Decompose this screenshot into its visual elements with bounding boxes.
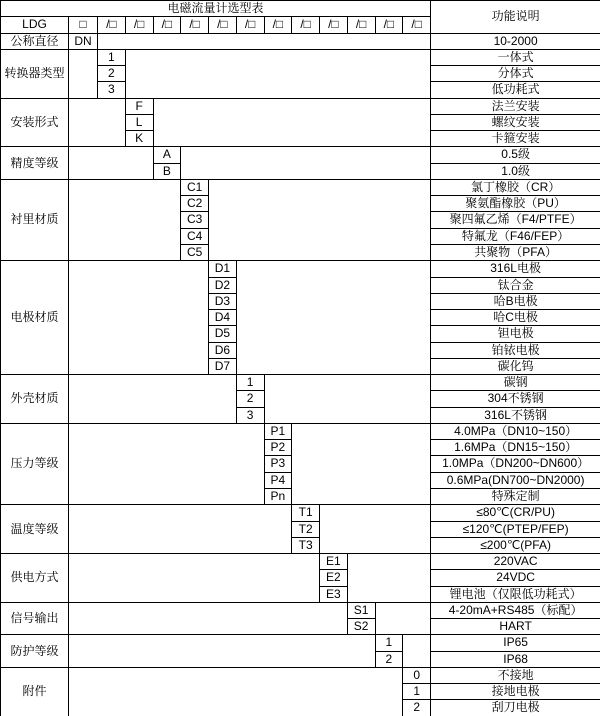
function-description: 低功耗式 (431, 82, 600, 98)
code-box-placeholder: /□ (209, 17, 237, 33)
code-box-placeholder: /□ (264, 17, 292, 33)
gap-left (69, 147, 154, 180)
gap-right (292, 423, 431, 504)
function-description: HART (431, 619, 600, 635)
function-description: IP68 (431, 651, 600, 667)
code-cell: T1 (292, 505, 320, 521)
code-cell: 1 (98, 49, 126, 65)
code-cell: 1 (375, 635, 403, 651)
code-cell: C1 (181, 179, 209, 195)
function-description: 哈B电极 (431, 293, 600, 309)
gap-left (69, 554, 320, 603)
function-description: 0.5级 (431, 147, 600, 163)
table-row (1, 505, 600, 521)
table-row (1, 49, 600, 65)
section-label: 外壳材质 (1, 375, 69, 424)
function-description: 特氟龙（F46/FEP） (431, 228, 600, 244)
gap-right (98, 33, 431, 49)
table-row (1, 98, 600, 114)
gap-left (69, 49, 98, 98)
function-description: 一体式 (431, 49, 600, 65)
section-label: 电极材质 (1, 261, 69, 375)
section-label: 公称直径 (1, 33, 69, 49)
model-prefix-label: LDG (1, 17, 69, 33)
section-label: 衬里材质 (1, 179, 69, 260)
code-cell: E3 (320, 586, 348, 602)
code-cell: C2 (181, 196, 209, 212)
code-cell: E1 (320, 554, 348, 570)
code-cell: 3 (98, 82, 126, 98)
code-cell: P4 (264, 472, 292, 488)
gap-left (69, 635, 376, 668)
table-row (1, 635, 600, 651)
section-label: 信号输出 (1, 602, 69, 635)
code-cell: 1 (236, 375, 264, 391)
function-description: 铂铱电极 (431, 342, 600, 358)
table-row (1, 667, 600, 683)
code-cell: F (125, 98, 153, 114)
section-label: 压力等级 (1, 423, 69, 504)
gap-right (264, 375, 431, 424)
code-cell: 0 (403, 667, 431, 683)
function-description: 304不锈钢 (431, 391, 600, 407)
code-cell: K (125, 131, 153, 147)
gap-right (153, 98, 431, 147)
function-description: 不接地 (431, 667, 600, 683)
gap-right (181, 147, 431, 180)
function-description: IP65 (431, 635, 600, 651)
function-description: 法兰安装 (431, 98, 600, 114)
gap-right (125, 49, 430, 98)
function-description: 1.6MPa（DN15~150） (431, 440, 600, 456)
function-description: ≤80℃(CR/PU) (431, 505, 600, 521)
table-row (1, 147, 600, 163)
code-cell: Pn (264, 488, 292, 504)
function-description: 钛合金 (431, 277, 600, 293)
code-box-placeholder: /□ (347, 17, 375, 33)
table-row (1, 423, 600, 439)
code-cell: T2 (292, 521, 320, 537)
function-description: 特殊定制 (431, 488, 600, 504)
code-box-placeholder: /□ (292, 17, 320, 33)
function-description: 锂电池（仅限低功耗式） (431, 586, 600, 602)
gap-right (209, 179, 431, 260)
code-cell: P2 (264, 440, 292, 456)
table-row (1, 554, 600, 570)
function-description: 0.6MPa(DN700~DN2000) (431, 472, 600, 488)
code-box-placeholder: /□ (153, 17, 181, 33)
table-title: 电磁流量计选型表 (1, 1, 431, 17)
section-label: 供电方式 (1, 554, 69, 603)
gap-right (320, 505, 431, 554)
table-row (1, 261, 600, 277)
section-label: 安装形式 (1, 98, 69, 147)
code-cell: D4 (209, 310, 237, 326)
function-description: 1.0MPa（DN200~DN600） (431, 456, 600, 472)
function-description: 316L不锈钢 (431, 407, 600, 423)
function-description: ≤200℃(PFA) (431, 537, 600, 553)
code-cell: DN (69, 33, 98, 49)
function-column-header: 功能说明 (431, 1, 600, 34)
function-description: 碳钢 (431, 375, 600, 391)
code-cell: 1 (403, 684, 431, 700)
code-cell: T3 (292, 537, 320, 553)
function-description: 聚四氟乙烯（F4/PTFE） (431, 212, 600, 228)
code-cell: D7 (209, 358, 237, 374)
code-cell: C5 (181, 244, 209, 260)
table-row (1, 375, 600, 391)
function-description: 4-20mA+RS485（标配） (431, 602, 600, 618)
gap-left (69, 261, 209, 375)
gap-left (69, 602, 348, 635)
code-cell: P3 (264, 456, 292, 472)
code-cell: 2 (375, 651, 403, 667)
function-description: 1.0级 (431, 163, 600, 179)
gap-right (375, 602, 431, 635)
code-box-placeholder: □ (69, 17, 98, 33)
code-cell: P1 (264, 423, 292, 439)
gap-right (236, 261, 430, 375)
title-row (1, 1, 600, 17)
function-description: 316L电极 (431, 261, 600, 277)
code-box-placeholder: /□ (236, 17, 264, 33)
code-cell: 2 (403, 700, 431, 716)
code-box-placeholder: /□ (375, 17, 403, 33)
code-cell: E2 (320, 570, 348, 586)
section-label: 精度等级 (1, 147, 69, 180)
gap-right (347, 554, 430, 603)
function-description: 聚氨酯橡胶（PU） (431, 196, 600, 212)
gap-left (69, 179, 181, 260)
function-description: 哈C电极 (431, 310, 600, 326)
code-cell: B (153, 163, 181, 179)
gap-left (69, 505, 292, 554)
function-description: 钽电极 (431, 326, 600, 342)
function-description: 接地电极 (431, 684, 600, 700)
section-label: 附件 (1, 667, 69, 716)
gap-left (69, 98, 126, 147)
function-description: 10-2000 (431, 33, 600, 49)
function-description: 4.0MPa（DN10~150） (431, 423, 600, 439)
code-cell: 2 (236, 391, 264, 407)
function-description: 螺纹安装 (431, 114, 600, 130)
code-cell: D3 (209, 293, 237, 309)
function-description: 碳化钨 (431, 358, 600, 374)
section-label: 温度等级 (1, 505, 69, 554)
code-box-placeholder: /□ (403, 17, 431, 33)
code-cell: D6 (209, 342, 237, 358)
function-description: 分体式 (431, 66, 600, 82)
code-cell: C4 (181, 228, 209, 244)
section-label: 防护等级 (1, 635, 69, 668)
code-cell: L (125, 114, 153, 130)
code-cell: D1 (209, 261, 237, 277)
table-row (1, 179, 600, 195)
function-description: 氯丁橡胶（CR） (431, 179, 600, 195)
gap-right (403, 635, 431, 668)
code-cell: D5 (209, 326, 237, 342)
function-description: ≤120℃(PTEP/FEP) (431, 521, 600, 537)
code-cell: 3 (236, 407, 264, 423)
function-description: 共聚物（PFA） (431, 244, 600, 260)
function-description: 220VAC (431, 554, 600, 570)
function-description: 卡箍安装 (431, 131, 600, 147)
table-row (1, 602, 600, 618)
code-box-placeholder: /□ (181, 17, 209, 33)
code-cell: 2 (98, 66, 126, 82)
code-cell: C3 (181, 212, 209, 228)
code-cell: S2 (347, 619, 375, 635)
code-box-placeholder: /□ (125, 17, 153, 33)
code-box-placeholder: /□ (320, 17, 348, 33)
gap-left (69, 423, 265, 504)
code-cell: A (153, 147, 181, 163)
table-row (1, 33, 600, 49)
gap-left (69, 375, 237, 424)
function-description: 24VDC (431, 570, 600, 586)
gap-left (69, 667, 403, 716)
code-cell: D2 (209, 277, 237, 293)
code-cell: S1 (347, 602, 375, 618)
section-label: 转换器类型 (1, 49, 69, 98)
code-box-placeholder: /□ (98, 17, 126, 33)
function-description: 刮刀电极 (431, 700, 600, 716)
